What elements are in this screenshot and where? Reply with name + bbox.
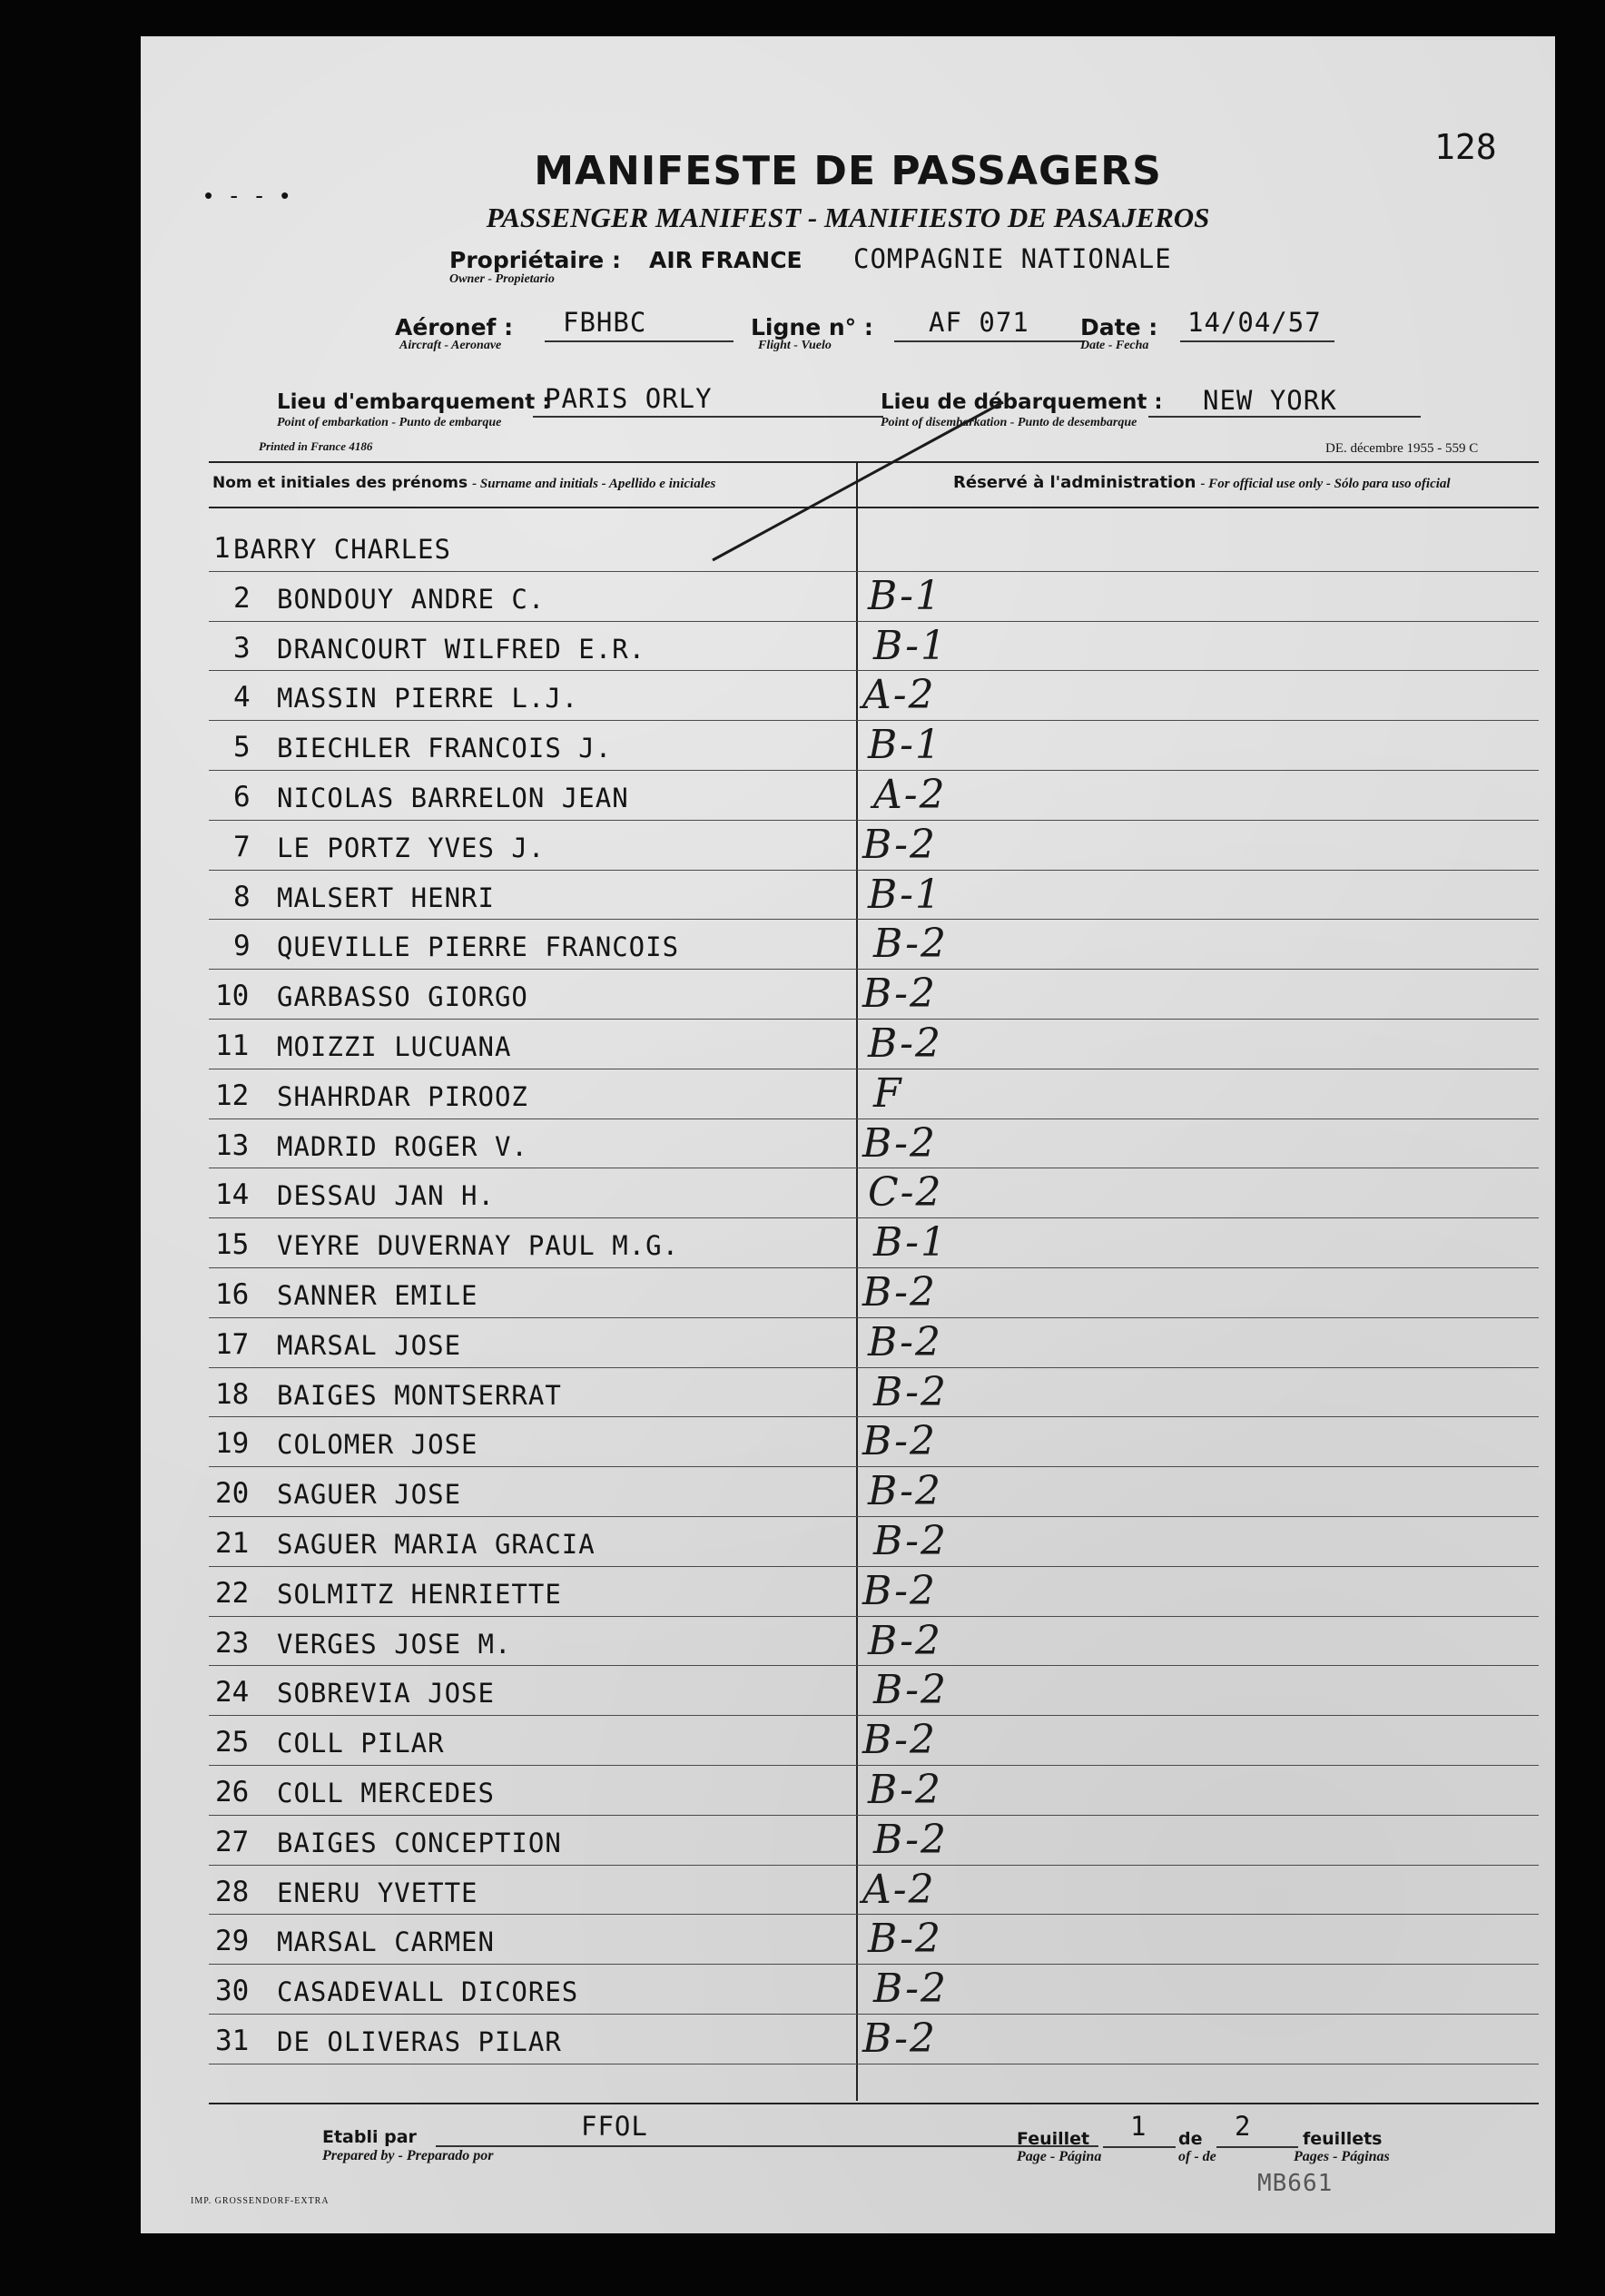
sheet-number: 1 xyxy=(1130,2111,1147,2142)
row-rule xyxy=(209,2014,1539,2015)
passenger-name: MALSERT HENRI xyxy=(277,882,495,913)
admin-code: B-2 xyxy=(862,1418,938,1465)
passenger-name: BAIGES CONCEPTION xyxy=(277,1827,562,1858)
passenger-number: 12 xyxy=(215,1079,250,1112)
passenger-number: 31 xyxy=(215,2025,250,2057)
row-rule xyxy=(209,820,1539,821)
of-sublabel: of - de xyxy=(1178,2149,1216,2164)
admin-code: B-2 xyxy=(862,821,938,868)
passenger-name: SAGUER JOSE xyxy=(277,1479,462,1511)
sheet-sublabel: Page - Página xyxy=(1017,2149,1102,2164)
row-rule xyxy=(209,1715,1539,1716)
microfilm-code: MB661 xyxy=(1257,2170,1334,2197)
passenger-name: SOBREVIA JOSE xyxy=(277,1678,495,1710)
flight-sublabel: Flight - Vuelo xyxy=(758,339,832,352)
admin-code: C-2 xyxy=(868,1169,943,1217)
passenger-number: 29 xyxy=(215,1925,250,1958)
passenger-number: 9 xyxy=(233,930,251,963)
admin-code: B-1 xyxy=(868,722,943,769)
admin-code: B-2 xyxy=(873,921,949,968)
embarkation-value: PARIS ORLY xyxy=(545,383,713,414)
disembarkation-value: NEW YORK xyxy=(1203,385,1337,416)
passenger-number: 18 xyxy=(215,1377,250,1411)
sheets-sublabel: Pages - Páginas xyxy=(1294,2149,1390,2164)
row-rule xyxy=(209,1466,1539,1467)
passenger-name: COLL PILAR xyxy=(277,1728,445,1759)
admin-code: A-2 xyxy=(862,672,936,719)
passenger-name: SAGUER MARIA GRACIA xyxy=(277,1529,596,1560)
printer-credit: IMP. GROSSENDORF-EXTRA xyxy=(191,2196,330,2206)
passenger-number: 27 xyxy=(215,1825,250,1858)
row-rule xyxy=(209,1815,1539,1816)
sheet-total: 2 xyxy=(1235,2111,1252,2142)
passenger-number: 24 xyxy=(215,1676,250,1710)
disembarkation-label: Lieu de débarquement : xyxy=(881,390,1163,414)
admin-code: B-2 xyxy=(868,1468,943,1515)
admin-code: B-2 xyxy=(868,1916,943,1963)
page-number: 128 xyxy=(1434,127,1497,167)
passenger-name: MARSAL JOSE xyxy=(277,1329,462,1361)
passenger-name: BARRY CHARLES xyxy=(233,534,451,565)
passenger-name: DESSAU JAN H. xyxy=(277,1180,495,1212)
passenger-number: 11 xyxy=(215,1030,250,1062)
passenger-number: 13 xyxy=(215,1128,250,1162)
date-value: 14/04/57 xyxy=(1187,307,1322,338)
row-rule xyxy=(209,1765,1539,1766)
passenger-name: SOLMITZ HENRIETTE xyxy=(277,1578,562,1610)
passenger-name: DE OLIVERAS PILAR xyxy=(277,2026,562,2057)
row-rule xyxy=(209,969,1539,970)
passenger-number: 26 xyxy=(215,1776,250,1808)
row-rule xyxy=(209,1516,1539,1517)
column-header-admin: Réservé à l'administration - For official use only - Sólo para uso oficial xyxy=(953,473,1451,492)
passenger-name: GARBASSO GIORGO xyxy=(277,981,528,1013)
disembarkation-sublabel: Point of disembarkation - Punto de desembarque xyxy=(881,416,1137,429)
admin-code: B-2 xyxy=(862,1567,938,1614)
passenger-number: 16 xyxy=(215,1278,250,1311)
passenger-name: BAIGES MONTSERRAT xyxy=(277,1379,562,1411)
aircraft-label: Aéronef : xyxy=(395,314,514,340)
admin-code: B-2 xyxy=(873,1368,949,1415)
row-rule xyxy=(209,1267,1539,1268)
row-rule xyxy=(209,1118,1539,1119)
admin-code: B-2 xyxy=(862,1269,938,1316)
row-rule xyxy=(209,720,1539,721)
prepared-by-sublabel: Prepared by - Preparado por xyxy=(322,2148,494,2163)
owner-airline: AIR FRANCE xyxy=(649,247,802,273)
admin-code: B-2 xyxy=(868,1318,943,1365)
passenger-name: BONDOUY ANDRE C. xyxy=(277,583,546,615)
column-header-names: Nom et initiales des prénoms - Surname and initials - Apellido e iniciales xyxy=(212,474,716,492)
row-rule xyxy=(209,1616,1539,1617)
admin-code: B-1 xyxy=(868,572,943,619)
owner-sublabel: Owner - Propietario xyxy=(449,272,555,286)
passenger-name: COLOMER JOSE xyxy=(277,1429,478,1461)
row-rule xyxy=(209,919,1539,920)
passenger-number: 20 xyxy=(215,1477,250,1511)
row-rule xyxy=(209,1964,1539,1965)
passenger-name: VERGES JOSE M. xyxy=(277,1628,512,1660)
passenger-name: MADRID ROGER V. xyxy=(277,1130,528,1162)
passenger-name: NICOLAS BARRELON JEAN xyxy=(277,783,629,813)
passenger-number: 2 xyxy=(233,581,251,615)
passenger-name: DRANCOURT WILFRED E.R. xyxy=(277,633,646,665)
passenger-number: 15 xyxy=(215,1228,250,1262)
admin-code: B-1 xyxy=(873,622,949,669)
passenger-number: 21 xyxy=(215,1527,250,1560)
form-reference: DE. décembre 1955 - 559 C xyxy=(1325,441,1479,456)
passenger-name: SANNER EMILE xyxy=(277,1280,478,1311)
flight-label: Ligne n° : xyxy=(751,314,873,340)
admin-code: B-2 xyxy=(873,1816,949,1863)
row-rule xyxy=(209,1914,1539,1915)
row-rule xyxy=(209,1317,1539,1318)
admin-code: B-2 xyxy=(868,1020,943,1067)
admin-code: B-2 xyxy=(873,1518,949,1564)
admin-code: B-1 xyxy=(873,1219,949,1266)
of-label: de xyxy=(1178,2129,1203,2149)
row-rule xyxy=(209,1367,1539,1368)
passenger-number: 7 xyxy=(233,830,251,863)
passenger-number: 5 xyxy=(233,731,251,764)
flight-value: AF 071 xyxy=(929,307,1029,338)
date-label: Date : xyxy=(1080,314,1158,340)
admin-code: A-2 xyxy=(862,1866,936,1913)
admin-code: B-2 xyxy=(862,1717,938,1764)
page-subtitle: PASSENGER MANIFEST - MANIFIESTO DE PASAJEROS xyxy=(486,202,1210,233)
owner-label: Propriétaire : xyxy=(449,247,621,273)
passenger-number: 30 xyxy=(215,1975,250,2008)
row-rule xyxy=(209,770,1539,771)
embarkation-sublabel: Point of embarkation - Punto de embarque xyxy=(277,416,502,429)
row-rule xyxy=(209,1416,1539,1417)
passenger-name: COLL MERCEDES xyxy=(277,1778,495,1808)
row-rule xyxy=(209,1665,1539,1666)
aircraft-sublabel: Aircraft - Aeronave xyxy=(399,339,502,352)
row-rule xyxy=(209,1865,1539,1866)
passenger-number: 3 xyxy=(233,631,251,665)
passenger-number: 10 xyxy=(215,980,250,1013)
row-rule xyxy=(209,621,1539,622)
passenger-name: SHAHRDAR PIROOZ xyxy=(277,1080,528,1112)
passenger-number: 28 xyxy=(215,1875,250,1908)
admin-code: B-1 xyxy=(868,871,943,918)
passenger-number: 25 xyxy=(215,1726,250,1759)
row-rule xyxy=(209,1566,1539,1567)
passenger-name: MARSAL CARMEN xyxy=(277,1926,495,1958)
sheet-label: Feuillet xyxy=(1017,2129,1090,2149)
date-sublabel: Date - Fecha xyxy=(1080,339,1149,352)
passenger-name: VEYRE DUVERNAY PAUL M.G. xyxy=(277,1230,680,1262)
passenger-name: ENERU YVETTE xyxy=(277,1877,478,1908)
admin-code: A-2 xyxy=(873,772,947,818)
admin-code: B-2 xyxy=(868,1617,943,1664)
column-divider xyxy=(856,461,858,2101)
admin-code: B-2 xyxy=(862,2015,938,2062)
prepared-by-value: FFOL xyxy=(581,2111,648,2142)
passenger-number: 4 xyxy=(233,681,251,714)
passenger-number: 22 xyxy=(215,1576,250,1610)
row-rule xyxy=(209,870,1539,871)
owner-company: COMPAGNIE NATIONALE xyxy=(853,243,1172,274)
passenger-number: 14 xyxy=(215,1178,250,1212)
passenger-number: 19 xyxy=(215,1427,250,1461)
passenger-name: BIECHLER FRANCOIS J. xyxy=(277,733,613,764)
passenger-name: LE PORTZ YVES J. xyxy=(277,832,546,863)
admin-code: F xyxy=(873,1069,903,1117)
passenger-number: 1 xyxy=(213,532,231,565)
row-rule xyxy=(209,571,1539,572)
admin-code: B-2 xyxy=(873,1966,949,2013)
punch-marks: • - - • xyxy=(204,182,295,209)
admin-code: B-2 xyxy=(862,1119,938,1167)
admin-code: B-2 xyxy=(873,1667,949,1714)
embarkation-label: Lieu d'embarquement : xyxy=(277,390,551,414)
printed-in: Printed in France 4186 xyxy=(259,439,373,453)
prepared-by-label: Etabli par xyxy=(322,2127,417,2147)
sheets-label: feuillets xyxy=(1303,2129,1383,2149)
passenger-number: 17 xyxy=(215,1327,250,1361)
passenger-name: QUEVILLE PIERRE FRANCOIS xyxy=(277,931,680,963)
row-rule xyxy=(209,1217,1539,1218)
admin-code: B-2 xyxy=(868,1767,943,1813)
admin-code: B-2 xyxy=(862,971,938,1018)
passenger-number: 23 xyxy=(215,1626,250,1660)
diagonal-strike-mark xyxy=(704,395,1030,567)
page-title: MANIFESTE DE PASSAGERS xyxy=(534,148,1162,194)
row-rule xyxy=(209,670,1539,671)
aircraft-value: FBHBC xyxy=(563,307,647,338)
passenger-number: 6 xyxy=(233,781,251,813)
manifest-sheet xyxy=(141,36,1555,2233)
passenger-number: 8 xyxy=(233,880,251,913)
passenger-name: MASSIN PIERRE L.J. xyxy=(277,683,579,714)
row-rule xyxy=(209,1019,1539,1020)
passenger-name: CASADEVALL DICORES xyxy=(277,1976,579,2008)
passenger-name: MOIZZI LUCUANA xyxy=(277,1031,512,1062)
